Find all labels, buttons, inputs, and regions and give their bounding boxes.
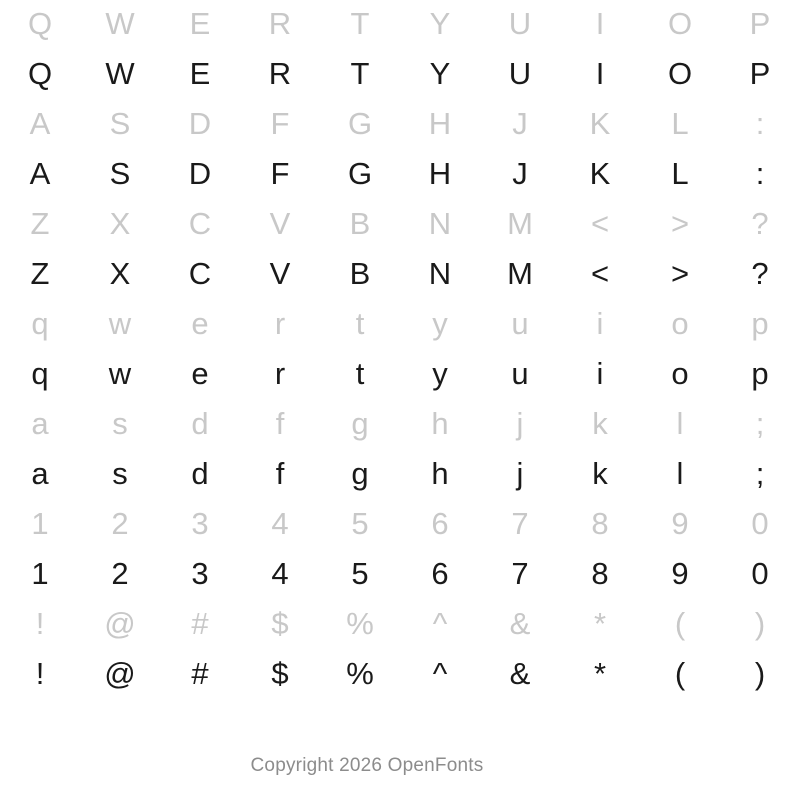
glyph-cell: X [109, 256, 131, 291]
glyph-cell: # [191, 606, 209, 641]
glyph-cell: 9 [671, 556, 689, 591]
glyph-cell: R [268, 56, 292, 91]
glyph-cell: r [274, 356, 286, 391]
glyph-cell: ! [35, 656, 45, 691]
glyph-cell: G [347, 156, 373, 191]
glyph-cell: ; [755, 456, 765, 491]
glyph-cell: % [346, 656, 374, 691]
glyph-cell: ; [755, 406, 765, 441]
glyph-cell: N [428, 256, 452, 291]
glyph-cell: ^ [432, 656, 448, 691]
glyph-cell: L [671, 156, 689, 191]
glyph-cell: J [512, 106, 528, 141]
glyph-cell: y [432, 356, 448, 391]
glyph-cell: K [589, 106, 611, 141]
glyph-row [0, 300, 800, 350]
glyph-cell: N [428, 206, 452, 241]
glyph-cell: > [670, 256, 690, 291]
glyph-cell: p [751, 306, 769, 341]
glyph-cell: @ [104, 656, 136, 691]
glyph-cell: e [191, 306, 209, 341]
glyph-cell: O [667, 56, 693, 91]
glyph-cell: s [112, 406, 128, 441]
glyph-cell: o [671, 306, 689, 341]
glyph-cell: a [31, 456, 49, 491]
glyph-cell: u [511, 306, 529, 341]
glyph-cell: j [516, 406, 524, 441]
glyph-cell: B [349, 206, 371, 241]
glyph-cell: ) [754, 606, 766, 641]
glyph-cell: D [188, 156, 212, 191]
glyph-cell: e [191, 356, 209, 391]
glyph-cell: P [749, 56, 771, 91]
glyph-cell: ) [754, 656, 766, 691]
glyph-cell: J [512, 156, 528, 191]
glyph-cell: 7 [511, 506, 529, 541]
glyph-cell: Z [30, 256, 50, 291]
glyph-cell: O [667, 6, 693, 41]
copyright-notice: Copyright 2026 OpenFonts [250, 755, 484, 776]
glyph-row [0, 150, 800, 200]
glyph-cell: a [31, 406, 49, 441]
glyph-cell: W [105, 56, 135, 91]
glyph-cell: 6 [431, 506, 449, 541]
glyph-cell: F [270, 106, 290, 141]
glyph-cell: I [595, 56, 605, 91]
glyph-cell: Q [27, 56, 53, 91]
glyph-cell: Y [429, 6, 451, 41]
glyph-row [0, 500, 800, 550]
glyph-cell: K [589, 156, 611, 191]
glyph-cell: C [188, 256, 212, 291]
glyph-cell: t [355, 356, 365, 391]
glyph-cell: # [191, 656, 209, 691]
glyph-cell: $ [271, 656, 289, 691]
glyph-cell: 0 [751, 506, 769, 541]
glyph-cell: g [351, 406, 369, 441]
glyph-cell: o [671, 356, 689, 391]
glyph-cell: f [275, 406, 285, 441]
glyph-cell: : [755, 156, 765, 191]
glyph-cell: S [109, 156, 131, 191]
glyph-cell: h [431, 406, 449, 441]
glyph-cell: 4 [271, 556, 289, 591]
glyph-cell: R [268, 6, 292, 41]
glyph-cell: & [509, 606, 531, 641]
glyph-cell: g [351, 456, 369, 491]
glyph-cell: S [109, 106, 131, 141]
glyph-cell: 6 [431, 556, 449, 591]
glyph-row [0, 350, 800, 400]
glyph-cell: ( [674, 656, 686, 691]
glyph-cell: F [270, 156, 290, 191]
glyph-cell: 5 [351, 556, 369, 591]
glyph-cell: 2 [111, 556, 129, 591]
glyph-cell: 3 [191, 506, 209, 541]
glyph-cell: u [511, 356, 529, 391]
glyph-cell: T [350, 6, 370, 41]
glyph-cell: U [508, 56, 532, 91]
glyph-cell: C [188, 206, 212, 241]
glyph-cell: 8 [591, 506, 609, 541]
glyph-cell: W [105, 6, 135, 41]
glyph-cell: L [671, 106, 689, 141]
glyph-cell: 3 [191, 556, 209, 591]
glyph-cell: 5 [351, 506, 369, 541]
glyph-cell: T [350, 56, 370, 91]
glyph-row [0, 50, 800, 100]
glyph-cell: U [508, 6, 532, 41]
glyph-cell: A [29, 156, 51, 191]
glyph-cell: H [428, 156, 452, 191]
glyph-cell: : [755, 106, 765, 141]
glyph-cell: E [189, 6, 211, 41]
glyph-cell: > [670, 206, 690, 241]
glyph-cell: Q [27, 6, 53, 41]
glyph-row [0, 650, 800, 700]
glyph-cell: V [269, 206, 291, 241]
glyph-row [0, 200, 800, 250]
glyph-cell: q [31, 356, 49, 391]
glyph-cell: 4 [271, 506, 289, 541]
glyph-row [0, 0, 800, 50]
glyph-cell: * [593, 606, 607, 641]
glyph-cell: 0 [751, 556, 769, 591]
glyph-cell: * [593, 656, 607, 691]
glyph-cell: ^ [432, 606, 448, 641]
glyph-cell: k [592, 456, 608, 491]
glyph-cell: ? [751, 256, 769, 291]
glyph-cell: ? [751, 206, 769, 241]
glyph-cell: i [596, 306, 604, 341]
glyph-cell: s [112, 456, 128, 491]
glyph-cell: l [676, 406, 684, 441]
glyph-cell: ! [35, 606, 45, 641]
glyph-cell: l [676, 456, 684, 491]
glyph-cell: k [592, 406, 608, 441]
glyph-cell: j [516, 456, 524, 491]
glyph-cell: 2 [111, 506, 129, 541]
glyph-cell: h [431, 456, 449, 491]
glyph-cell: M [507, 256, 533, 291]
glyph-cell: i [596, 356, 604, 391]
glyph-cell: M [507, 206, 533, 241]
glyph-cell: y [432, 306, 448, 341]
glyph-row [0, 600, 800, 650]
glyph-cell: H [428, 106, 452, 141]
glyph-cell: @ [104, 606, 136, 641]
glyph-row [0, 450, 800, 500]
glyph-row [0, 400, 800, 450]
glyph-cell: 9 [671, 506, 689, 541]
glyph-cell: f [275, 456, 285, 491]
glyph-cell: r [274, 306, 286, 341]
glyph-row [0, 550, 800, 600]
glyph-cell: P [749, 6, 771, 41]
glyph-cell: ( [674, 606, 686, 641]
glyph-row [0, 100, 800, 150]
glyph-cell: p [751, 356, 769, 391]
glyph-cell: w [108, 306, 132, 341]
glyph-cell: X [109, 206, 131, 241]
glyph-cell: 1 [31, 506, 49, 541]
glyph-cell: 7 [511, 556, 529, 591]
glyph-cell: q [31, 306, 49, 341]
glyph-cell: w [108, 356, 132, 391]
glyph-cell: $ [271, 606, 289, 641]
glyph-cell: 1 [31, 556, 49, 591]
glyph-cell: D [188, 106, 212, 141]
glyph-cell: E [189, 56, 211, 91]
glyph-cell: Z [30, 206, 50, 241]
glyph-cell: I [595, 6, 605, 41]
glyph-cell: % [346, 606, 374, 641]
glyph-cell: A [29, 106, 51, 141]
glyph-cell: Y [429, 56, 451, 91]
glyph-cell: & [509, 656, 531, 691]
glyph-cell: G [347, 106, 373, 141]
glyph-row [0, 250, 800, 300]
glyph-cell: B [349, 256, 371, 291]
glyph-cell: d [191, 406, 209, 441]
glyph-cell: t [355, 306, 365, 341]
glyph-cell: 8 [591, 556, 609, 591]
glyph-cell: V [269, 256, 291, 291]
glyph-cell: < [590, 206, 610, 241]
glyph-cell: d [191, 456, 209, 491]
glyph-cell: < [590, 256, 610, 291]
